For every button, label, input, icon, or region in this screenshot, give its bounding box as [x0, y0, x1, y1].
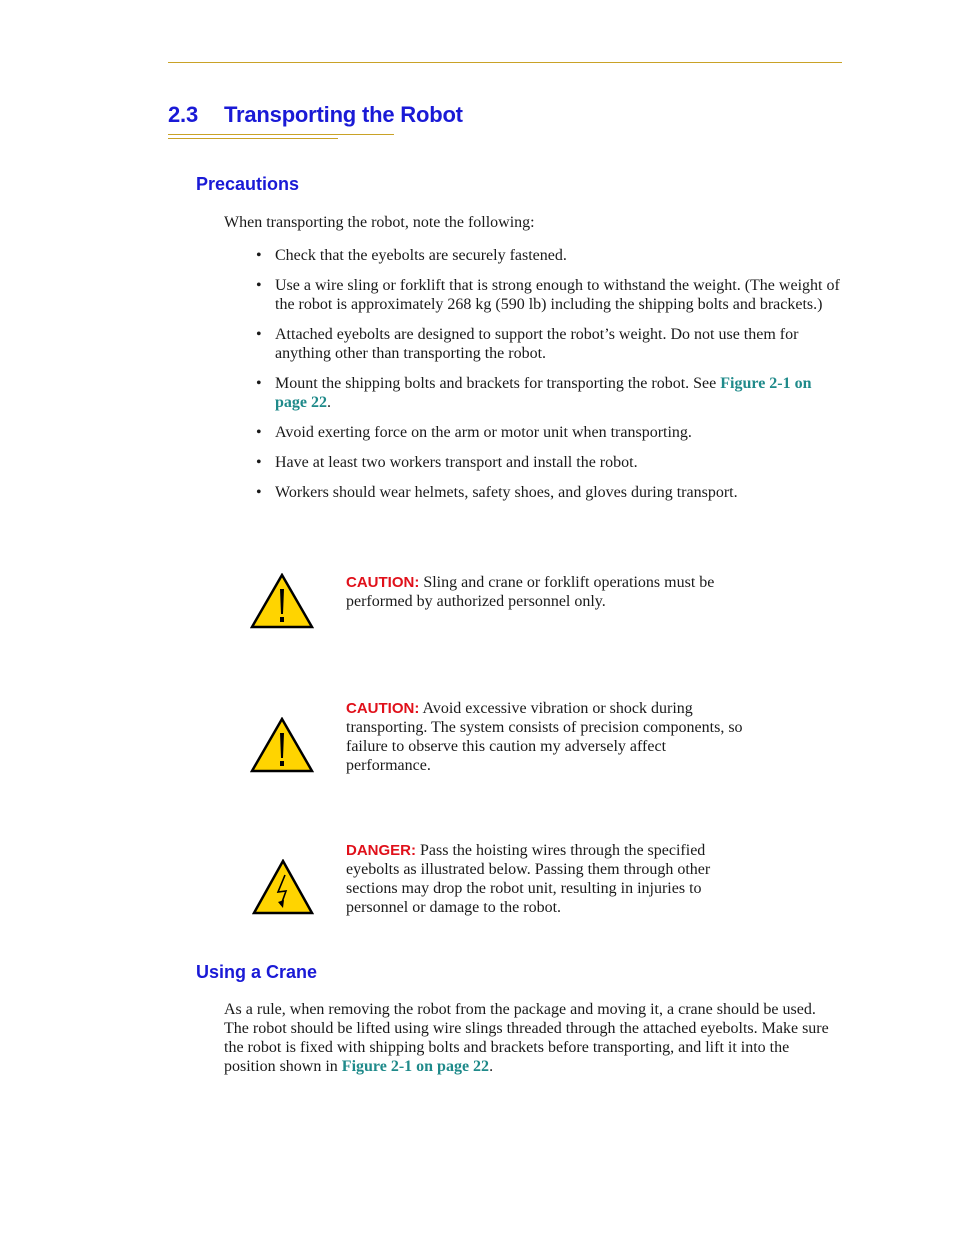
caution-text: CAUTION: Sling and crane or forklift operations must be performed by authorized personnel only.	[346, 574, 715, 610]
bullet-marker: •	[256, 247, 262, 264]
crane-paragraph: As a rule, when removing the robot from the package and moving it, a crane should be used. The robot should be lifted using wire slings threaded through the attached eyebolts. Make sure the robot is fixed with shipping bolts and brackets before transporting, and lift it into the position shown in Figure 2-1 on page 22.	[224, 1001, 829, 1075]
caution-text: CAUTION: Avoid excessive vibration or shock during transporting. The system consists of precision components, so failure to observe this caution my adversely affect performance.	[346, 700, 743, 774]
list-item-text: Have at least two workers transport and install the robot.	[275, 454, 638, 471]
list-item	[256, 423, 844, 442]
section-number: 2.3	[168, 102, 198, 127]
list-item	[256, 246, 844, 265]
section-title: Transporting the Robot	[224, 102, 463, 127]
list-item-text: Avoid exerting force on the arm or motor unit when transporting.	[275, 424, 692, 441]
section-heading	[168, 102, 463, 128]
precautions-list	[256, 246, 844, 513]
warning-exclamation-icon	[250, 573, 314, 629]
list-item	[256, 325, 844, 363]
electrical-hazard-icon	[252, 859, 314, 915]
heading-underline	[168, 134, 394, 135]
bullet-marker: •	[256, 326, 262, 343]
top-rule	[168, 62, 842, 63]
list-item	[256, 276, 844, 314]
bullet-marker: •	[256, 424, 262, 441]
warning-exclamation-icon	[250, 717, 314, 773]
list-item	[256, 483, 844, 502]
list-item-text: Mount the shipping bolts and brackets for transporting the robot. See	[275, 375, 721, 392]
caution-label: CAUTION:	[346, 700, 420, 717]
list-item-text: Check that the eyebolts are securely fastened.	[275, 247, 567, 264]
bullet-marker: •	[256, 375, 262, 392]
bullet-marker: •	[256, 454, 262, 471]
heading-underline-short	[168, 138, 338, 139]
precautions-heading: Precautions	[196, 174, 300, 194]
list-item	[256, 453, 844, 472]
bullet-marker: •	[256, 484, 262, 501]
list-item-text: Attached eyebolts are designed to support the robot’s weight. Do not use them for anything other than transporting the robot.	[275, 326, 799, 362]
danger-text: DANGER: Pass the hoisting wires through the specified eyebolts as illustrated below. Passing them through other sections may drop the robot unit, resulting in injuries to personnel or damage to the robot.	[346, 842, 711, 916]
list-item-text: Use a wire sling or forklift that is strong enough to withstand the weight. (The weight of the robot is approximately 268 kg (590 lb) including the shipping bolts and brackets.)	[275, 277, 840, 313]
figure-link[interactable]: Figure 2-1 on page 22	[341, 1058, 490, 1075]
figure-link[interactable]: Figure 2-1 on page 22	[275, 375, 812, 411]
danger-label: DANGER:	[346, 842, 416, 859]
precautions-intro: When transporting the robot, note the following:	[224, 214, 535, 231]
list-item: • Mount the shipping bolts and brackets for transporting the robot. See Figure 2-1 on page 22.	[256, 375, 812, 411]
bullet-marker: •	[256, 277, 262, 294]
list-item-text: Workers should wear helmets, safety shoes, and gloves during transport.	[275, 484, 738, 501]
using-crane-heading: Using a Crane	[196, 962, 318, 982]
caution-label: CAUTION:	[346, 574, 420, 591]
